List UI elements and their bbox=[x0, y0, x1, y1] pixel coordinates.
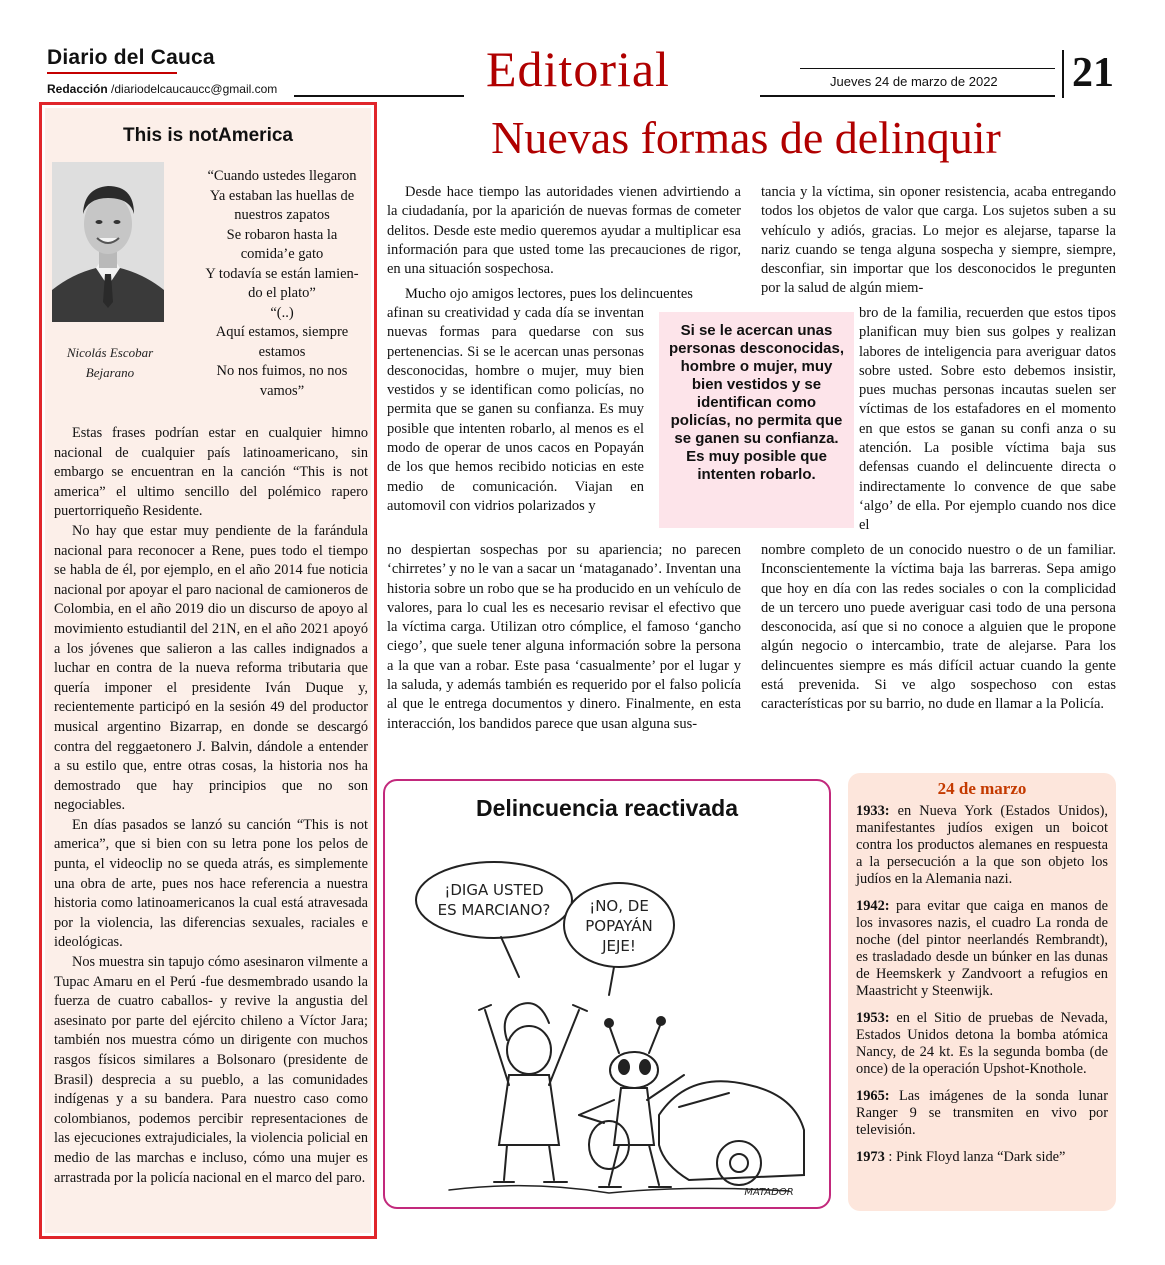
section-title: Editorial bbox=[486, 41, 670, 97]
ephemeris-year: 1973 bbox=[856, 1149, 885, 1165]
lyrics-line: vamos” bbox=[259, 382, 305, 399]
editorial-headline: Nuevas formas de delinquir bbox=[491, 112, 1001, 163]
ephemeris-year: 1953: bbox=[856, 1010, 890, 1026]
editorial-paragraph: no despiertan sospechas por su apariencia; no parecen ‘chirretes’ y no le van a sacar un ‘mataganado’. Inventan una historia sobre un robo que se ha producido en un vehículo de valores, para lo cual les es necesario revisar el efectivo que la víctima carga. Utilizan otro cómplice, el famoso ‘gancho ciego’, que suele tener alguna información sobre la persona a la que van a robar. Este pasa ‘casualmente’ por el lugar y la saluda, y además también es requerido por el falso policía al que le entrega documentos y dinero. Finalmente, en esta interacción, los bandidos parece que usan alguna sus- bbox=[387, 542, 741, 732]
lyrics-line: No nos fuimos, no nos bbox=[216, 363, 348, 379]
lyrics-line: Y todavía se están lamien- bbox=[205, 265, 359, 282]
bubble2-line3: JEJE! bbox=[602, 937, 636, 955]
editorial-col2-wrap bbox=[859, 304, 1116, 536]
redaccion-line bbox=[47, 82, 277, 96]
cartoon-title: Delincuencia reactivada bbox=[475, 795, 739, 821]
cartoonist-signature: MATADOR bbox=[744, 1187, 794, 1198]
ephemeris-text: para evitar que caiga en manos de los invasores nazis, el cuadro La ronda de noche (del pintor neerlandés Rembrandt), es trasladado desde un búnker en las dunas de Heemskerk y Zandvoort a refugios en Maastricht y Steenwijk. bbox=[856, 898, 1108, 999]
date-rule bbox=[800, 68, 1055, 69]
ephemeris-text: en el Sitio de pruebas de Nevada, Estados Unidos detona la bomba atómica Nancy, de 24 kt. Es la segunda bomba (de once) de la operación Upshot-Knothole. bbox=[856, 1010, 1108, 1077]
editorial-col1-bottom bbox=[387, 541, 741, 734]
lyrics-line: Aquí estamos, siempre bbox=[215, 324, 349, 340]
opinion-paragraph: Nos muestra sin tapujo cómo asesinaron vilmente a Tupac Amaru en el Perú -fue desmembrado usando la fuerza de cuatro caballos- y revive la angustia del asesinato por parte del ejército chileno a Víctor Jara; también nos muestra cómo un dirigente con muchos rasgos físicos similares a Bolsonaro (presidente de Brasil) desprecia a su pueblo, a las comunidades indígenas y a su bandera. Para nuestro caso como colombianos, podemos percibir representaciones de las ejecuciones extrajudiciales, la violencia policial en medio de las marchas e incluso, cómo una mujer es arrastrada por la policía nacional en el marco del paro. bbox=[54, 954, 368, 1186]
ephemeris-year: 1965: bbox=[856, 1088, 890, 1104]
editorial-paragraph: Desde hace tiempo las autoridades vienen advirtiendo a la ciudadanía, por la aparición de nuevas formas de cometer delitos. Desde este medio queremos ayudar a multiplicar esa información para que usted tome las precauciones de rigor, en una situación sospechosa. bbox=[387, 184, 741, 278]
lyrics-line: nuestros zapatos bbox=[234, 207, 330, 223]
ephemeris-box bbox=[848, 773, 1116, 1211]
author-name-line: Bejarano bbox=[85, 365, 135, 380]
bubble1-line1: ¡DIGA USTED bbox=[444, 881, 544, 899]
opinion-paragraph: No hay que estar muy pendiente de la farándula nacional para reconocer a Rene, pues todo el tiempo se habla de él, por ejemplo, en el año 2014 fue noticia nacional por apoyar el paro nacional de camioneros de Colombia, en el año 2019 dio un discurso de apoyo al movimiento estudiantil del 21N, en el año 2021 apoyó a los jóvenes que salieron a las calles indignados a luchar en contra de la nueva reforma tributaria que quería imponer el presidente Iván Duque y, recientemente participó en la sesión 49 del productor musical argentino Bizarrap, en donde se descargó contra del reggaetonero J. Balvin, dándole a entender a su estilo que, entre otras cosas, la historia nos ha demostrado que hay principios que no son negociables. bbox=[54, 522, 368, 814]
editorial-paragraph: afinan su creatividad y cada día se inventan nuevas formas para quedarse con sus pertenencias. Si se le acercan unas personas desconocidas, hombre o mujer, muy bien vestidos y se identifican como policías, no permita que se ganen su confianza. Es muy posible que intenten robarlo, al menos es el modo de operar de unos cacos en Popayán de los que hemos recibido noticias en este medio de comunicación. Viajan en automovil con vidrios polarizados y bbox=[387, 305, 644, 514]
pull-quote: Si se le acercan unas personas desconocidas, hombre o mujer, muy bien vestidos y se identifican como policías, no permita que se ganen su confianza. Es muy posible que intenten robarlo. bbox=[659, 312, 854, 528]
editorial-col2-top bbox=[761, 183, 1116, 299]
bubble1-line2: ES MARCIANO? bbox=[437, 901, 551, 919]
lyrics-quote bbox=[192, 167, 372, 401]
redaccion-email[interactable]: /diariodelcaucaucc@gmail.com bbox=[111, 82, 278, 96]
header-rule-left bbox=[294, 95, 464, 97]
ephemeris-item bbox=[856, 1010, 1108, 1078]
editorial-paragraph: tancia y la víctima, sin oponer resistencia, acaba entregando todos los objetos de valor que carga. Los sujetos suben a su vehículo y adiós, gracias. Lo mejor es alejarse, taparse la nariz cuando se tenga alguna sospecha y siempre, siempre, desconfiar, sin importar que los desconocidos le pregunten por la salud de algún miem- bbox=[761, 184, 1116, 297]
ephemeris-title: 24 de marzo bbox=[937, 779, 1027, 798]
editorial-col2-bottom bbox=[761, 541, 1116, 715]
author-portrait-icon bbox=[52, 162, 164, 322]
editorial-col1-wrap bbox=[387, 304, 644, 516]
opinion-body bbox=[54, 424, 368, 1188]
editorial-col1-top bbox=[387, 183, 741, 279]
masthead-underline bbox=[47, 72, 177, 74]
header-rule-right bbox=[760, 95, 1055, 97]
editorial-paragraph: Mucho ojo amigos lectores, pues los delincuentes bbox=[405, 286, 693, 302]
lyrics-line: Ya estaban las huellas de bbox=[209, 187, 355, 204]
bubble2-line1: ¡NO, DE bbox=[589, 897, 649, 915]
page-number: 21 bbox=[1072, 50, 1114, 96]
lyrics-line: “(..) bbox=[270, 304, 294, 321]
opinion-paragraph: Estas frases podrían estar en cualquier himno nacional de cualquier país latinoamericano, sin embargo se encuentran en la canción “This is not america” el ultimo sencillo del polémico rapero puertorriqueño Residente. bbox=[54, 425, 368, 520]
opinion-column bbox=[39, 102, 377, 1239]
ephemeris-text: en Nueva York (Estados Unidos), manifestantes judíos exigen un boicot contra los productos alemanes en respuesta a la persecución a la que son objeto los judíos en la Alemania nazi. bbox=[856, 803, 1108, 887]
issue-date: Jueves 24 de marzo de 2022 bbox=[830, 74, 998, 89]
ephemeris-item bbox=[856, 898, 1108, 1000]
author-name-line: Nicolás Escobar bbox=[66, 345, 154, 360]
opinion-paragraph: En días pasados se lanzó su canción “This is not america”, que si bien con su letra pone los pelos de punta, el videoclip no se queda atrás, es simplemente una obra de arte, pues nos hace referencia a nuestra historia como latinoamericanos la cual está atravesada por la violencia, las diferencias sexuales, raciales e ideológicas. bbox=[54, 816, 368, 951]
author-photo bbox=[52, 162, 164, 322]
ephemeris-text: : Pink Floyd lanza “Dark side” bbox=[884, 1149, 1066, 1165]
author-name bbox=[48, 343, 172, 383]
ephemeris-year: 1942: bbox=[856, 898, 890, 914]
lyrics-line: “Cuando ustedes llegaron bbox=[207, 168, 357, 184]
cartoon-illustration-icon bbox=[409, 845, 809, 1200]
editorial-paragraph: nombre completo de un conocido nuestro o de un familiar. Inconscientemente la víctima baja las barreras. Sepa amigo que hoy en día con las redes sociales o con la complicidad de un tercero uno puede averiguar casi todo de una persona desconocida, así que si no conoce a alguien que le propone algún negocio o intercambio, trate de alejarse. Para los delincuentes siempre es más difícil actuar cuando la gente está prevenida. Si ve algo sospechoso con estas características por su barrio, no dude en llamar a la Policía. bbox=[761, 542, 1116, 713]
editorial-paragraph: bro de la familia, recuerden que estos tipos planifican muy bien sus golpes y realizan labores de inteligencia para averiguar datos sobre usted. Sobre esto debemos insistir, pues muchas personas incautas suelen ser víctimas de los estafadores en el momento en que estos se ganan su confi anza o su atención. La posible víctima baja sus defensas cuando el delincuente directa o indirectamente lo convence de que sabe ‘algo’ de ella. Por ejemplo cuando nos dice el bbox=[859, 305, 1116, 534]
lyrics-line: comida’e gato bbox=[240, 246, 324, 262]
lyrics-line: do el plato” bbox=[248, 285, 316, 301]
cartoon-box bbox=[383, 779, 831, 1209]
redaccion-label: Redacción bbox=[47, 82, 108, 96]
ephemeris-year: 1933: bbox=[856, 803, 890, 819]
page-separator bbox=[1062, 50, 1064, 98]
bubble2-line2: POPAYÁN bbox=[585, 917, 653, 935]
ephemeris-item bbox=[856, 803, 1108, 888]
ephemeris-item bbox=[856, 1149, 1108, 1166]
ephemeris-text: Las imágenes de la sonda lunar Ranger 9 se transmiten en vivo por televisión. bbox=[856, 1088, 1108, 1138]
lyrics-line: estamos bbox=[258, 343, 306, 360]
ephemeris-item bbox=[856, 1088, 1108, 1139]
lyrics-line: Se robaron hasta la bbox=[226, 226, 338, 243]
masthead-logo: Diario del Cauca bbox=[47, 46, 215, 69]
editorial-col1-wrap-head bbox=[387, 285, 741, 304]
opinion-title: This is notAmerica bbox=[123, 125, 293, 146]
